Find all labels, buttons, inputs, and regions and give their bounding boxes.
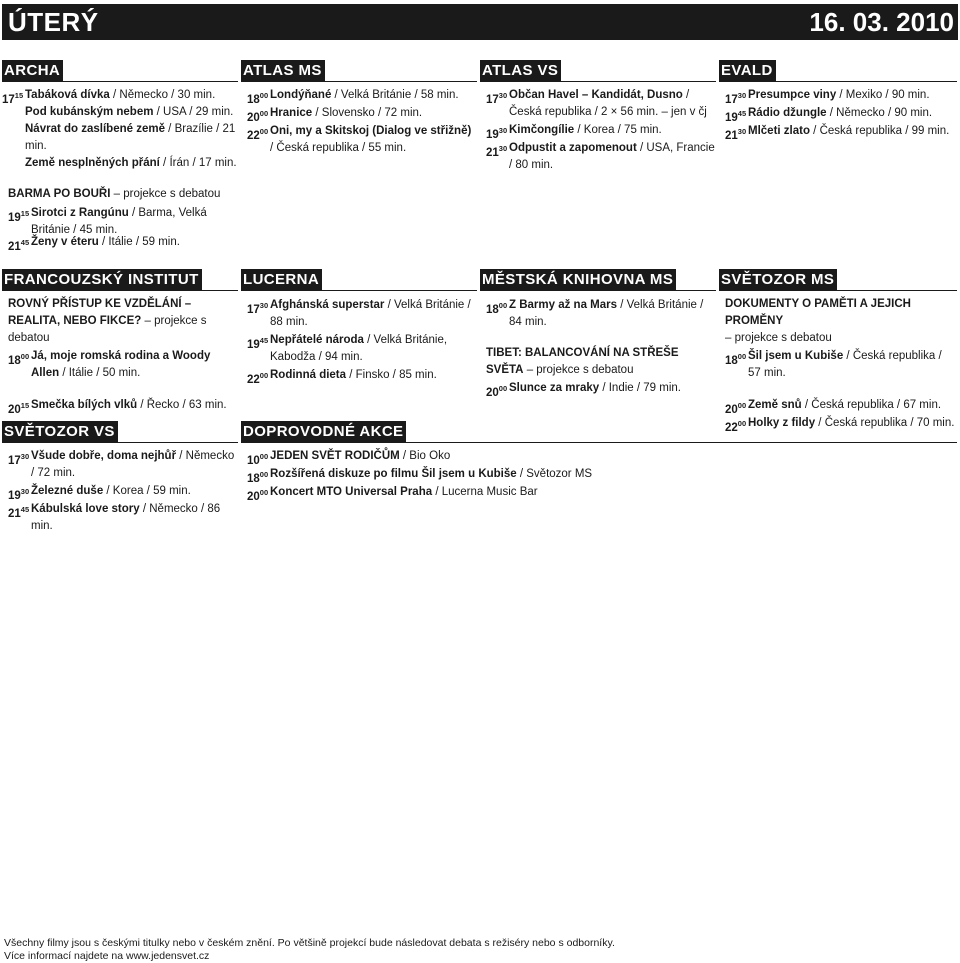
footer-line: Všechny filmy jsou s českými titulky nebo v českém znění. Po většině projekcí bude následovat debata s režiséry nebo s odborníky. bbox=[4, 937, 615, 949]
film-meta: / Korea / 75 min. bbox=[574, 124, 662, 136]
screening-time: $19^{15}$ bbox=[8, 209, 30, 224]
film-title: Občan Havel – Kandidát, Dusno bbox=[509, 89, 683, 101]
screening bbox=[247, 87, 477, 104]
film-title: Afghánská superstar bbox=[270, 299, 385, 311]
film-title: Pod kubánským nebem bbox=[25, 106, 154, 118]
venue-svetozor-vs bbox=[2, 421, 238, 535]
screening-time: $20^{00}$ bbox=[725, 401, 747, 416]
screening-time: $20^{00}$ bbox=[486, 384, 508, 399]
film-meta: / Česká republika / 67 min. bbox=[801, 399, 942, 411]
screening-time: $17^{30}$ bbox=[247, 301, 269, 316]
venue-header bbox=[719, 60, 957, 82]
footer-note bbox=[4, 937, 615, 963]
program-block bbox=[719, 296, 951, 347]
film-title: Železné duše bbox=[31, 485, 104, 497]
event-title: Rozšířená diskuze po filmu Šil jsem u Kubiše bbox=[270, 468, 517, 480]
venue-doprovodne-akce bbox=[241, 421, 957, 501]
venue-name: LUCERNA bbox=[241, 269, 322, 290]
screening bbox=[8, 348, 238, 382]
screening-time: $17^{30}$ bbox=[8, 452, 30, 467]
screening-time: $21^{30}$ bbox=[725, 127, 747, 142]
film-title: Hranice bbox=[270, 107, 313, 119]
venue-name: ATLAS MS bbox=[241, 60, 325, 81]
screening-time: $17^{15}$ bbox=[2, 91, 24, 106]
event-title: JEDEN SVĚT RODIČŮM bbox=[270, 450, 400, 462]
film-title: Z Barmy až na Mars bbox=[509, 299, 618, 311]
venue-header bbox=[2, 421, 238, 443]
venue-header bbox=[241, 269, 477, 291]
venue-lucerna bbox=[241, 269, 477, 384]
venue-archa bbox=[2, 60, 238, 239]
film-title: Všude dobře, doma nejhůř bbox=[31, 450, 177, 462]
screening-time: $22^{00}$ bbox=[247, 371, 269, 386]
event-time: $20^{00}$ bbox=[247, 488, 269, 503]
screening-time: $18^{00}$ bbox=[725, 352, 747, 367]
venue-name: SVĚTOZOR MS bbox=[719, 269, 837, 290]
film-meta: / Řecko / 63 min. bbox=[137, 399, 227, 411]
film-title: Země snů bbox=[748, 399, 802, 411]
event-meta: / Světozor MS bbox=[516, 468, 593, 480]
film-meta: / USA, Francie / 80 min. bbox=[509, 142, 715, 171]
screening-time: $20^{15}$ bbox=[8, 401, 30, 416]
film-title: Mlčeti zlato bbox=[748, 125, 810, 137]
film-meta: / Mexiko / 90 min. bbox=[836, 89, 930, 101]
event-meta: / Bio Oko bbox=[399, 450, 451, 462]
program-block bbox=[2, 186, 238, 203]
screening bbox=[8, 483, 238, 500]
film-meta: / Česká republika / 57 min. bbox=[748, 350, 942, 379]
film-title: Ženy v éteru bbox=[31, 236, 99, 248]
film-meta: / Írán / 17 min. bbox=[159, 157, 237, 169]
venue-header bbox=[480, 60, 716, 82]
event bbox=[247, 448, 957, 465]
screening-time: $19^{45}$ bbox=[247, 336, 269, 351]
film-title: Šil jsem u Kubiše bbox=[748, 350, 844, 362]
block-title: ROVNÝ PŘÍSTUP KE VZDĚLÁNÍ – REALITA, NEBO FIKCE? bbox=[8, 298, 192, 327]
screening bbox=[247, 367, 477, 384]
venue-header bbox=[480, 269, 716, 291]
film-title: Sirotci z Rangúnu bbox=[31, 207, 129, 219]
screening bbox=[247, 297, 477, 331]
venue-svetozor-ms bbox=[719, 269, 957, 432]
program-block bbox=[2, 296, 234, 347]
film-title: Kábulská love story bbox=[31, 503, 140, 515]
film-meta: / Česká republika / 55 min. bbox=[270, 142, 407, 154]
screening bbox=[247, 332, 477, 366]
screening-time: $17^{30}$ bbox=[486, 91, 508, 106]
screening bbox=[725, 123, 957, 140]
venue-header bbox=[2, 269, 238, 291]
film-title: Presumpce viny bbox=[748, 89, 837, 101]
screening-time: $22^{00}$ bbox=[725, 419, 747, 434]
film-title: Nepřátelé národa bbox=[270, 334, 364, 346]
film-title: Odpustit a zapomenout bbox=[509, 142, 637, 154]
screening bbox=[486, 87, 716, 121]
block-title: DOKUMENTY O PAMĚTI A JEJICH PROMĚNY bbox=[725, 298, 911, 327]
film-title: Rádio džungle bbox=[748, 107, 827, 119]
venue-name: ATLAS VS bbox=[480, 60, 561, 81]
screening-time: $19^{45}$ bbox=[725, 109, 747, 124]
screening-time: $19^{30}$ bbox=[486, 126, 508, 141]
screening bbox=[486, 122, 716, 139]
film-meta: / USA / 29 min. bbox=[153, 106, 234, 118]
screening bbox=[725, 397, 957, 414]
block-title: TIBET: BALANCOVÁNÍ NA STŘEŠE SVĚTA bbox=[486, 347, 679, 376]
venue-mestska-knihovna-ms bbox=[480, 269, 716, 397]
film-meta: / Německo / 86 min. bbox=[31, 503, 221, 532]
event-title: Koncert MTO Universal Praha bbox=[270, 486, 433, 498]
venue-header bbox=[719, 269, 957, 291]
venue-name: ARCHA bbox=[2, 60, 63, 81]
venue-atlas-ms bbox=[241, 60, 477, 157]
film-meta: / Německo / 90 min. bbox=[826, 107, 933, 119]
venue-header bbox=[241, 60, 477, 82]
screening bbox=[725, 348, 957, 382]
film-meta: / Německo / 72 min. bbox=[31, 450, 235, 479]
venue-atlas-vs bbox=[480, 60, 716, 174]
film-meta: / Česká republika / 2 × 56 min. – jen v čj bbox=[509, 89, 707, 118]
event bbox=[247, 466, 957, 483]
film-meta: / Česká republika / 70 min. bbox=[815, 417, 955, 429]
venue-name: FRANCOUZSKÝ INSTITUT bbox=[2, 269, 202, 290]
screening-time: $22^{00}$ bbox=[247, 127, 269, 142]
venue-name: SVĚTOZOR VS bbox=[2, 421, 118, 442]
screening-time: $21^{30}$ bbox=[486, 144, 508, 159]
screening bbox=[2, 87, 238, 104]
film-title: Kimčongílie bbox=[509, 124, 575, 136]
event-time: $10^{00}$ bbox=[247, 452, 269, 467]
event-meta: / Lucerna Music Bar bbox=[432, 486, 538, 498]
film-meta: / Velká Británie / 88 min. bbox=[270, 299, 471, 328]
film-title: Holky z fildy bbox=[748, 417, 816, 429]
screening bbox=[486, 140, 716, 174]
venue-name: DOPROVODNÉ AKCE bbox=[241, 421, 406, 442]
film-title: Tabáková dívka bbox=[25, 89, 110, 101]
screening bbox=[486, 297, 716, 331]
screening bbox=[8, 397, 238, 414]
film-title: Oni, my a Skitskoj (Dialog ve střižně) bbox=[270, 125, 472, 137]
film-title: Slunce za mraky bbox=[509, 382, 600, 394]
event-time: $18^{00}$ bbox=[247, 470, 269, 485]
screening-time: $18^{00}$ bbox=[8, 352, 30, 367]
screening bbox=[2, 121, 238, 155]
screening bbox=[8, 234, 331, 251]
film-meta: / Brazílie / 21 min. bbox=[25, 123, 236, 152]
film-title: Země nesplněných přání bbox=[25, 157, 160, 169]
screening bbox=[2, 104, 238, 121]
block-meta: – projekce s debatou bbox=[110, 188, 221, 200]
venue-name: EVALD bbox=[719, 60, 776, 81]
film-meta: / Velká Británie / 84 min. bbox=[509, 299, 704, 328]
film-title: Rodinná dieta bbox=[270, 369, 347, 381]
venue-evald bbox=[719, 60, 957, 140]
venue-header bbox=[241, 421, 957, 443]
film-meta: / Slovensko / 72 min. bbox=[312, 107, 423, 119]
venue-name: MĚSTSKÁ KNIHOVNA MS bbox=[480, 269, 676, 290]
event bbox=[247, 484, 957, 501]
film-title: Smečka bílých vlků bbox=[31, 399, 138, 411]
screening-time: $20^{00}$ bbox=[247, 109, 269, 124]
block-meta: – projekce s debatou bbox=[523, 364, 634, 376]
film-meta: / Finsko / 85 min. bbox=[346, 369, 437, 381]
film-meta: / Velká Británie, Kabodža / 94 min. bbox=[270, 334, 448, 363]
footer-line: Více informací najdete na www.jedensvet.cz bbox=[4, 950, 210, 962]
venue-francouzsky-institut bbox=[2, 269, 238, 414]
film-title: Návrat do zaslíbené země bbox=[25, 123, 165, 135]
film-meta: / Itálie / 50 min. bbox=[59, 367, 141, 379]
film-meta: / Česká republika / 99 min. bbox=[809, 125, 950, 137]
program-block bbox=[480, 345, 706, 379]
film-meta: / Barma, Velká Británie / 45 min. bbox=[31, 207, 207, 236]
film-meta: / Itálie / 59 min. bbox=[98, 236, 180, 248]
screening-time: $19^{30}$ bbox=[8, 487, 30, 502]
screening bbox=[2, 155, 238, 172]
screening bbox=[725, 105, 957, 122]
film-meta: / Korea / 59 min. bbox=[103, 485, 191, 497]
screening bbox=[8, 448, 238, 482]
screening bbox=[725, 87, 957, 104]
screening-time: $18^{00}$ bbox=[247, 91, 269, 106]
venue-header bbox=[2, 60, 238, 82]
screening bbox=[486, 380, 716, 397]
film-meta: / Indie / 79 min. bbox=[599, 382, 681, 394]
block-title: BARMA PO BOUŘI bbox=[8, 188, 111, 200]
block-meta: – projekce s debatou bbox=[8, 315, 207, 344]
screening bbox=[247, 123, 477, 157]
film-title: Já, moje romská rodina a Woody Allen bbox=[31, 350, 211, 379]
date: 16. 03. 2010 bbox=[809, 7, 954, 37]
film-meta: / Německo / 30 min. bbox=[109, 89, 216, 101]
block-meta: – projekce s debatou bbox=[725, 332, 832, 344]
film-title: Londýňané bbox=[270, 89, 332, 101]
day-name: ÚTERÝ bbox=[8, 7, 99, 37]
screening-time: $17^{30}$ bbox=[725, 91, 747, 106]
day-header-bar bbox=[2, 4, 958, 40]
screening-time: $21^{45}$ bbox=[8, 505, 30, 520]
screening bbox=[8, 501, 238, 535]
screening bbox=[247, 105, 477, 122]
screening-time: $18^{00}$ bbox=[486, 301, 508, 316]
screening-time: $21^{45}$ bbox=[8, 238, 30, 253]
film-meta: / Velká Británie / 58 min. bbox=[331, 89, 459, 101]
